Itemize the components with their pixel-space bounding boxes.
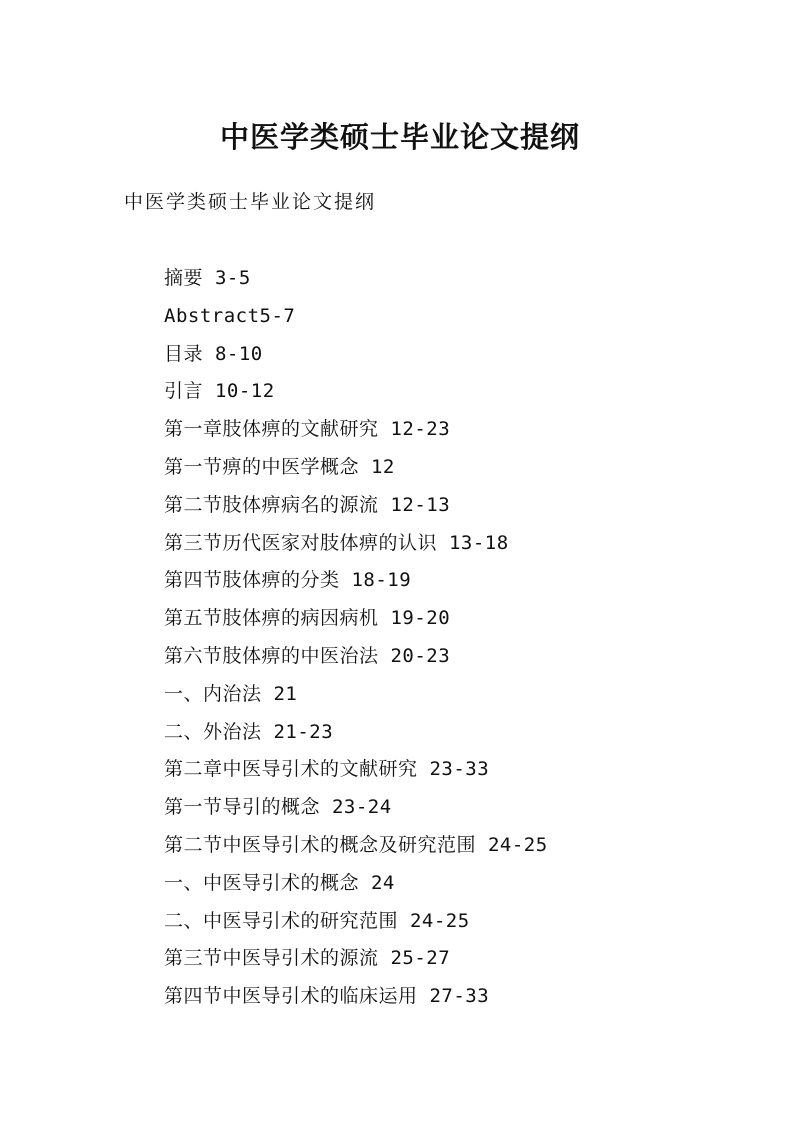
- toc-item: 第六节肢体痹的中医治法 20-23: [164, 644, 451, 667]
- toc-item: 第一节导引的概念 23-24: [164, 796, 392, 819]
- toc-item: 引言 10-12: [164, 380, 275, 403]
- toc-item: 一、中医导引术的概念 24: [164, 871, 395, 894]
- toc-item: 第三节中医导引术的源流 25-27: [164, 947, 451, 970]
- toc-item: 摘要 3-5: [164, 267, 251, 289]
- table-of-contents: [164, 262, 764, 1018]
- toc-item: 一、内治法 21: [164, 682, 298, 705]
- toc-item: 第一节痹的中医学概念 12: [164, 455, 395, 478]
- toc-item: 第二章中医导引术的文献研究 23-33: [164, 758, 490, 781]
- toc-item: 二、中医导引术的研究范围 24-25: [164, 909, 470, 932]
- document-subtitle: 中医学类硕士毕业论文提纲: [124, 191, 377, 213]
- toc-item: 第二节中医导引术的概念及研究范围 24-25: [164, 833, 548, 856]
- document-title: 中医学类硕士毕业论文提纲: [219, 120, 580, 155]
- toc-item: 第三节历代医家对肢体痹的认识 13-18: [164, 531, 509, 554]
- toc-item: 目录 8-10: [164, 342, 263, 365]
- toc-item: 第二节肢体痹病名的源流 12-13: [164, 493, 451, 516]
- toc-item: 第一章肢体痹的文献研究 12-23: [164, 418, 451, 441]
- toc-item: Abstract5-7: [164, 304, 296, 327]
- toc-item: 第五节肢体痹的病因病机 19-20: [164, 607, 451, 630]
- toc-item: 第四节肢体痹的分类 18-19: [164, 569, 412, 592]
- toc-item: 二、外治法 21-23: [164, 720, 334, 743]
- toc-item: 第四节中医导引术的临床运用 27-33: [164, 985, 490, 1008]
